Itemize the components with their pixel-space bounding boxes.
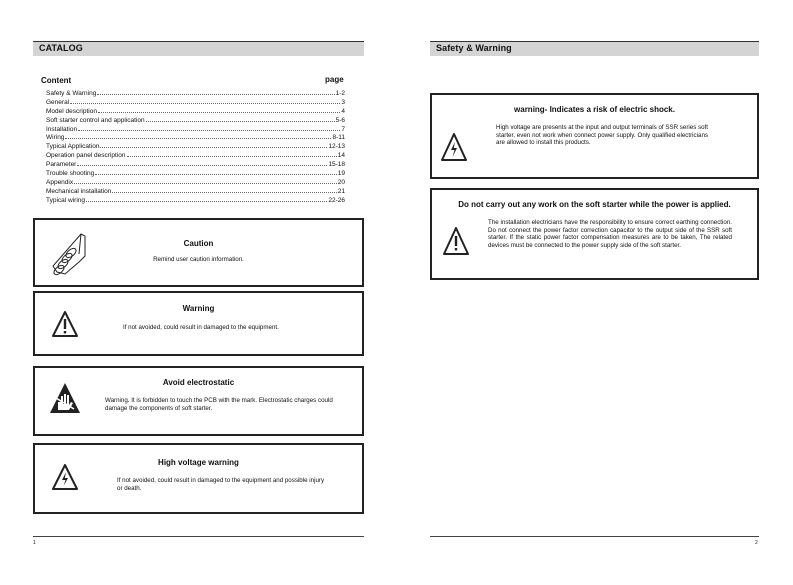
warning-box (33, 291, 364, 356)
toc-entry-label: Wiring (46, 134, 65, 142)
toc-leader (77, 165, 327, 166)
toc-entry-label: Typical Application (46, 143, 100, 151)
footer-divider (430, 536, 759, 537)
toc-entry-page: 21 (337, 187, 345, 195)
toc-entry-label: Safety & Warning (46, 90, 97, 97)
catalog-header (33, 41, 364, 56)
toc-entry-label: Model description (46, 107, 97, 115)
right-page (397, 0, 793, 585)
high-voltage-text: If not avoided, could result in damaged to the equipment and possible injury or death. (117, 477, 325, 492)
warning-triangle-icon (51, 310, 79, 338)
toc-entry-page: 19 (337, 170, 345, 178)
toc-entry-label: Typical wiring (46, 196, 86, 204)
toc-leader (65, 138, 331, 139)
toc-entry-page: 22-26 (328, 196, 345, 204)
toc-entry-page: 3 (341, 98, 345, 106)
toc-leader (95, 174, 337, 175)
electrostatic-box (33, 366, 364, 436)
footer-divider (33, 536, 364, 537)
caution-title: Caution (183, 239, 214, 248)
toc-entry-page: 1-2 (335, 90, 345, 97)
safety-warning-header (430, 41, 759, 56)
toc-entry[interactable] (46, 126, 345, 135)
toc-leader (112, 192, 336, 193)
toc-entry[interactable] (46, 134, 345, 143)
electric-shock-title: warning- Indicates a risk of electric shock. (514, 105, 675, 114)
toc-entry-page: 12-13 (328, 143, 345, 151)
toc-entry-page: 7 (341, 125, 345, 133)
toc-entry-label: Appendix (46, 178, 74, 186)
toc-entry[interactable] (46, 152, 345, 161)
toc-entry-label: General (46, 98, 70, 106)
toc-entry-page: 20 (337, 178, 345, 186)
toc-leader (127, 156, 337, 157)
toc-leader (146, 121, 335, 122)
electric-shock-text: High voltage are presents at the input and output terminals of SSR series soft starter, even not work when connect power supply. Only qualified electricians are allowed to install this products. (496, 124, 708, 147)
toc-leader (98, 112, 340, 113)
toc-entry[interactable] (46, 108, 345, 117)
toc-entry-label: Mechanical installation (46, 187, 112, 195)
toc-leader (100, 147, 327, 148)
toc-leader (70, 103, 340, 104)
toc-entry-page: 15-18 (328, 161, 345, 169)
toc-entry[interactable] (46, 161, 345, 170)
toc-entry-label: Soft starter control and application (46, 116, 145, 124)
toc-entry-label: Installation (46, 125, 78, 133)
toc-entry-label: Parameter (46, 161, 77, 169)
safety-warning-header-title: Safety & Warning (436, 43, 512, 53)
electric-shock-icon (440, 132, 468, 162)
caution-box (33, 218, 364, 287)
toc-entry-label: Trouble shooting (46, 170, 95, 178)
toc-entry[interactable] (46, 117, 345, 126)
caution-text: Remind user caution information. (153, 256, 244, 263)
toc-entry-page: 8-11 (332, 134, 345, 142)
warning-triangle-icon (442, 226, 470, 256)
toc-entry[interactable] (46, 170, 345, 179)
high-voltage-title: High voltage warning (158, 458, 239, 467)
toc-entry[interactable] (46, 143, 345, 152)
toc-leader (74, 183, 337, 184)
power-applied-text: The installation electricians have the responsibility to ensure correct earthing connection. Do not connect the power factor correction capacitor to the output side of the SSR soft starter. If the static power factor compensation measures are to be taken, The related devices must be connected to the power supply side of the soft starter. (488, 219, 732, 249)
catalog-header-title: CATALOG (39, 43, 83, 53)
content-label: Content (41, 76, 72, 85)
high-voltage-box (33, 443, 364, 514)
toc-entry[interactable] (46, 90, 345, 99)
toc-entry-page: 4 (341, 107, 345, 115)
page-number: 1 (33, 540, 36, 546)
toc-entry-label: Operation panel description (46, 152, 126, 160)
page-number: 2 (755, 540, 758, 546)
toc-leader (78, 130, 340, 131)
toc-entry-page: 5-6 (335, 116, 345, 124)
page-column-label: page (325, 75, 344, 84)
toc-leader (86, 201, 327, 202)
left-page (0, 0, 396, 585)
toc-entry[interactable] (46, 197, 345, 206)
power-applied-title: Do not carry out any work on the soft starter while the power is applied. (458, 200, 731, 209)
toc-entry[interactable] (46, 99, 345, 108)
warning-text: If not avoided, could result in damaged to the equipment. (123, 324, 279, 331)
table-of-contents (46, 90, 345, 206)
toc-entry[interactable] (46, 179, 345, 188)
warning-title: Warning (182, 304, 215, 313)
electric-shock-icon (51, 463, 79, 491)
toc-leader (97, 94, 334, 95)
electrostatic-title: Avoid electrostatic (162, 378, 235, 387)
electrostatic-text: Warning. It is forbidden to touch the PCB with the mark. Electrostatic charges could damage the components of soft starter. (105, 397, 333, 412)
toc-entry-page: 14 (337, 152, 345, 160)
power-applied-warning-box (430, 188, 759, 280)
electric-shock-box (430, 93, 759, 179)
toc-entry[interactable] (46, 188, 345, 197)
